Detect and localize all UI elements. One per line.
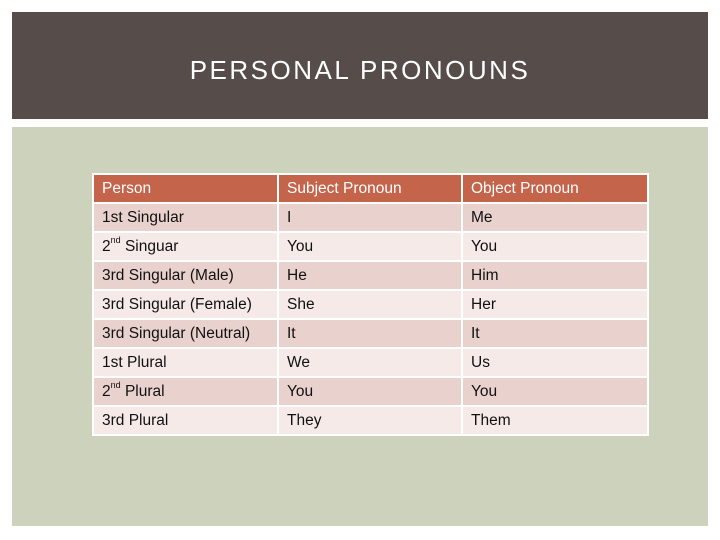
person-cell (93, 232, 278, 261)
subject-cell: You (278, 377, 462, 406)
person-cell (93, 261, 278, 290)
table-row (93, 377, 648, 406)
table-row (93, 406, 648, 435)
person-cell (93, 290, 278, 319)
subject-cell: She (278, 290, 462, 319)
person-text-rest: Plural (120, 382, 165, 400)
table-row (93, 290, 648, 319)
object-cell: Him (462, 261, 648, 290)
table-row (93, 232, 648, 261)
subject-cell: He (278, 261, 462, 290)
header-object-pronoun: Object Pronoun (462, 174, 648, 203)
table-header-row (93, 174, 648, 203)
object-cell: Me (462, 203, 648, 232)
person-text: 3rd Singular (Neutral) (102, 324, 251, 342)
subject-cell: We (278, 348, 462, 377)
person-text: 3rd Plural (102, 411, 169, 429)
content-panel (12, 127, 708, 526)
person-cell (93, 406, 278, 435)
object-cell: You (462, 232, 648, 261)
table-row (93, 348, 648, 377)
subject-cell: They (278, 406, 462, 435)
person-text: 2 (102, 237, 111, 255)
object-cell: Them (462, 406, 648, 435)
person-text-rest: Singuar (120, 237, 179, 255)
person-ordinal-suffix: nd (110, 380, 121, 391)
object-cell: You (462, 377, 648, 406)
object-cell: Her (462, 290, 648, 319)
object-cell: It (462, 319, 648, 348)
person-text: 2 (102, 382, 111, 400)
person-cell (93, 377, 278, 406)
person-text: 3rd Singular (Male) (102, 266, 234, 284)
subject-cell: You (278, 232, 462, 261)
title-band (12, 12, 708, 119)
person-cell (93, 319, 278, 348)
table-row (93, 261, 648, 290)
person-cell (93, 348, 278, 377)
table-row (93, 319, 648, 348)
slide-title: PERSONAL PRONOUNS (189, 55, 531, 85)
person-cell (93, 203, 278, 232)
subject-cell: I (278, 203, 462, 232)
header-person: Person (93, 174, 278, 203)
subject-cell: It (278, 319, 462, 348)
person-text: 1st Plural (102, 353, 167, 371)
pronoun-table (92, 173, 649, 436)
object-cell: Us (462, 348, 648, 377)
table-row (93, 203, 648, 232)
person-ordinal-suffix: nd (110, 235, 121, 246)
person-text: 3rd Singular (Female) (102, 295, 252, 313)
header-subject-pronoun: Subject Pronoun (278, 174, 462, 203)
person-text: 1st Singular (102, 208, 184, 226)
